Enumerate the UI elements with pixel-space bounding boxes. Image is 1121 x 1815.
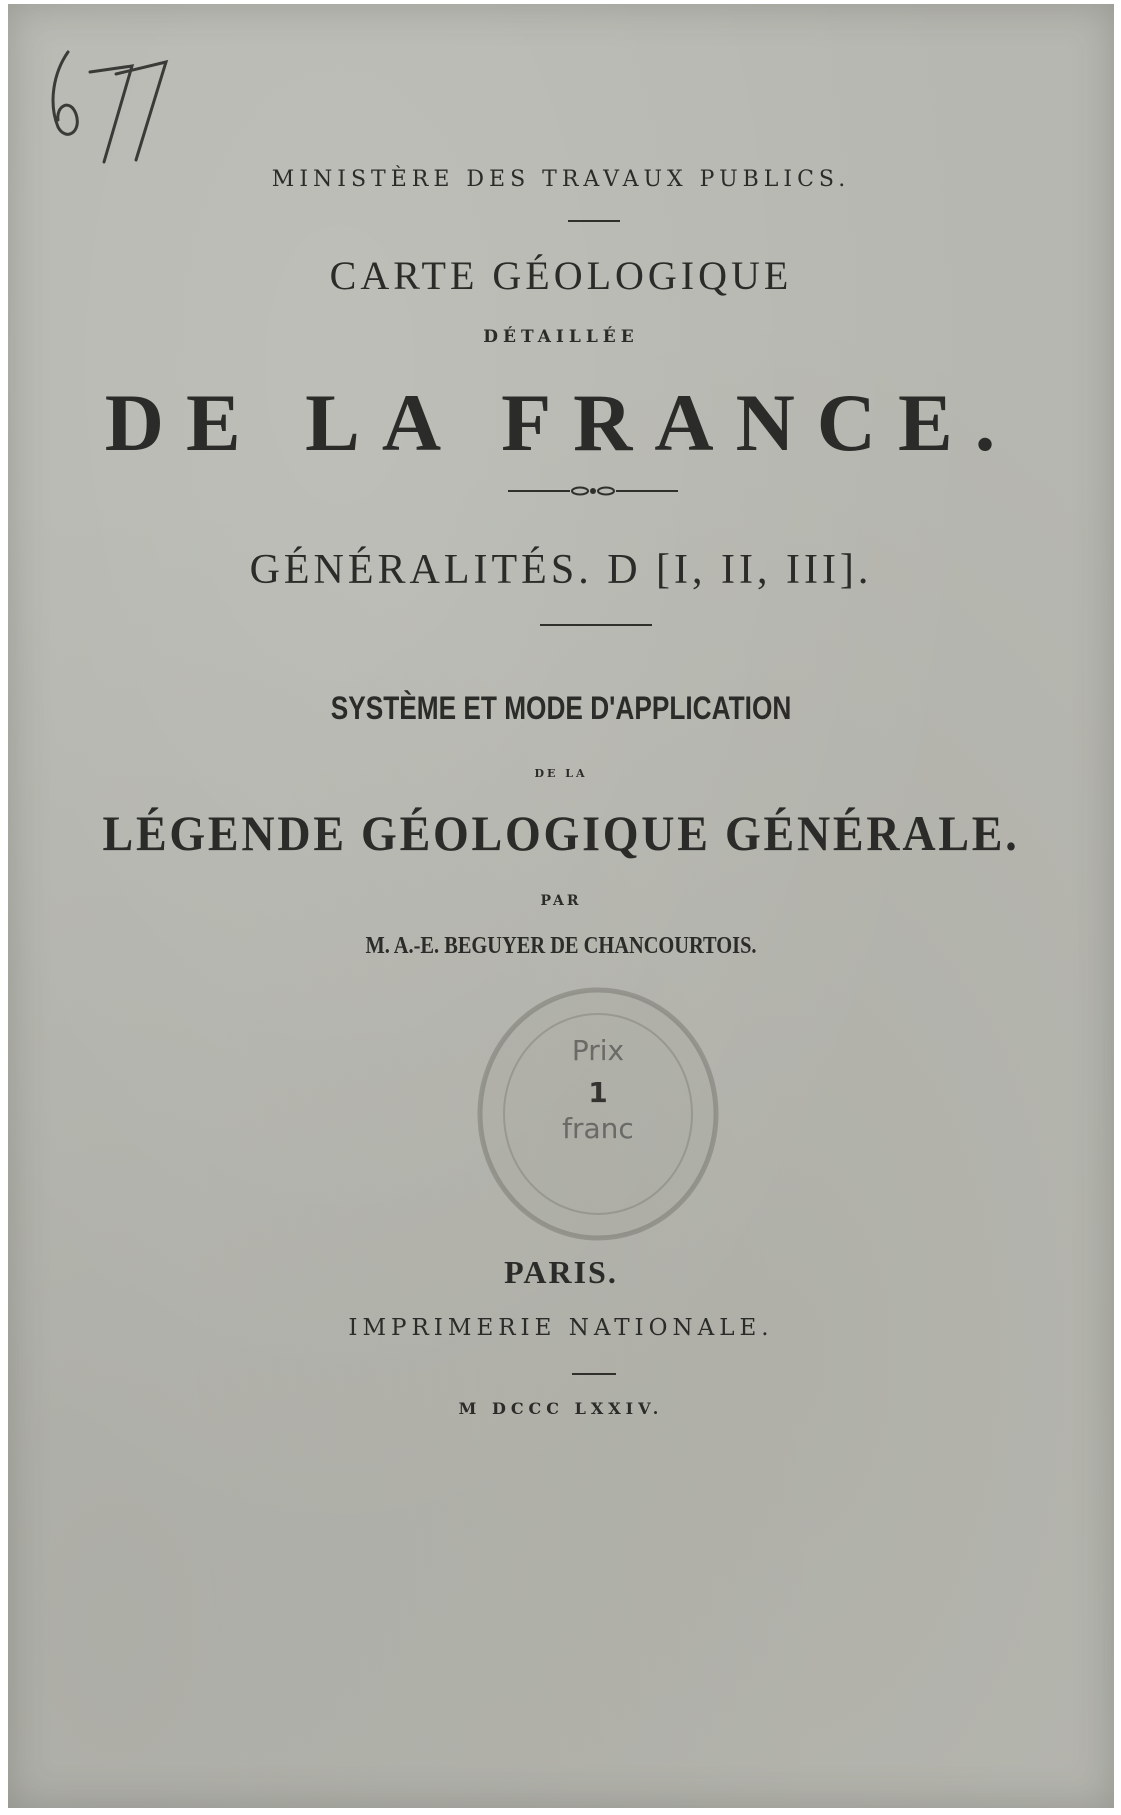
title-main: DE LA FRANCE. [104,377,1018,468]
title-line-1: CARTE GÉOLOGIQUE [329,253,793,298]
price-stamp [468,979,728,1249]
imprint-date: M DCCC LXXIV. [458,1399,664,1418]
divider-rule [568,220,620,222]
document-page [8,4,1114,1808]
handwritten-catalog-number [40,32,170,172]
title-line-2: DÉTAILLÉE [483,327,639,347]
stamp-amount: 1 [588,1076,608,1109]
byline-par: PAR [540,893,582,909]
subtitle-line-2: DE LA [534,767,588,780]
ministry-header: MINISTÈRE DES TRAVAUX PUBLICS. [271,167,851,192]
imprint-city: PARIS. [504,1254,618,1290]
stamp-unit: franc [562,1112,634,1145]
divider-rule [572,1373,616,1375]
divider-rule [540,624,652,626]
subtitle-line-1: SYSTÈME ET MODE D'APPLICATION [330,690,792,726]
section-heading: GÉNÉRALITÉS. D [I, II, III]. [249,547,873,593]
ornamental-divider [508,484,678,498]
imprint-printer: IMPRIMERIE NATIONALE. [348,1315,774,1341]
subtitle-main: LÉGENDE GÉOLOGIQUE GÉNÉRALE. [102,805,1020,861]
stamp-prix-label: Prix [571,1034,625,1067]
author-name: M. A.-E. BEGUYER DE CHANCOURTOIS. [365,933,757,959]
